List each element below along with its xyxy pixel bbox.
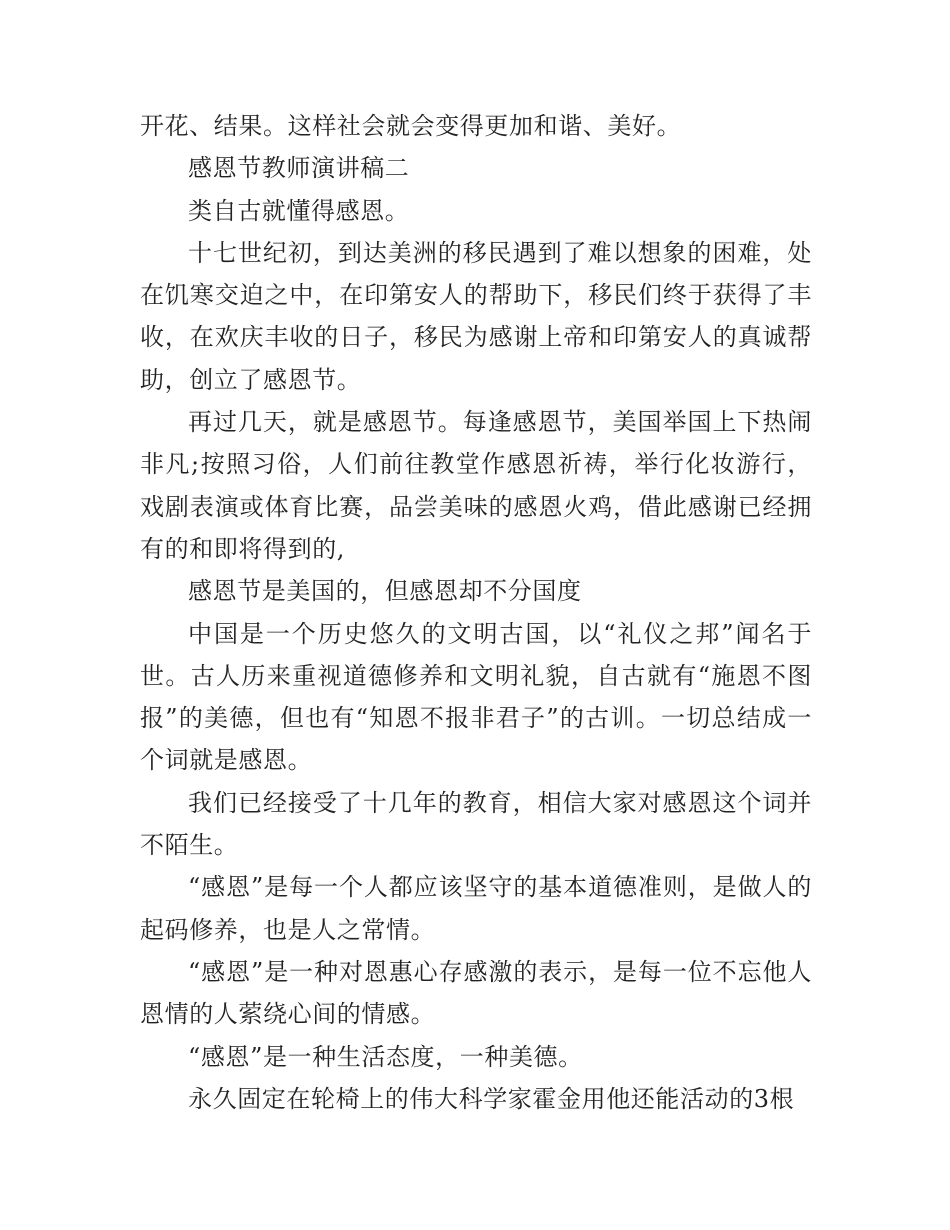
paragraph-2-heading: 感恩节教师演讲稿二 bbox=[188, 154, 410, 183]
paragraph-10: “感恩”是一种对恩惠心存感激的表示，是每一位不忘他人恩情的人萦绕心间的情感。 bbox=[140, 957, 812, 1029]
paragraph-1: 开花、结果。这样社会就会变得更加和谐、美好。 bbox=[140, 112, 682, 140]
paragraph-9: “感恩”是每一个人都应该坚守的基本道德准则，是做人的起码修养，也是人之常情。 bbox=[140, 873, 812, 944]
paragraph-3: 类自古就懂得感恩。 bbox=[188, 196, 410, 225]
paragraph-12: 永久固定在轮椅上的伟大科学家霍金用他还能活动的3根 bbox=[188, 1084, 795, 1113]
paragraph-4: 十七世纪初，到达美洲的移民遇到了难以想象的困难，处在饥寒交迫之中，在印第安人的帮助下，移民们终于获得了丰收，在欢庆丰收的日子，移民为感谢上帝和印第安人的真诚帮助，创立了感恩节。 bbox=[140, 238, 812, 394]
paragraph-5: 再过几天，就是感恩节。每逢感恩节，美国举国上下热闹非凡;按照习俗，人们前往教堂作感恩祈祷，举行化妆游行，戏剧表演或体育比赛，品尝美味的感恩火鸡，借此感谢已经拥有的和即将得到的, bbox=[140, 408, 812, 563]
document-body bbox=[140, 105, 812, 1120]
paragraph-7: 中国是一个历史悠久的文明古国，以“礼仪之邦”闻名于世。古人历来重视道德修养和文明礼貌，自古就有“施恩不图报”的美德，但也有“知恩不报非君子”的古训。一切总结成一个词就是感恩。 bbox=[140, 619, 812, 775]
paragraph-11: “感恩”是一种生活态度，一种美德。 bbox=[188, 1042, 583, 1071]
paragraph-6: 感恩节是美国的，但感恩却不分国度 bbox=[188, 577, 582, 606]
paragraph-8: 我们已经接受了十几年的教育，相信大家对感恩这个词并不陌生。 bbox=[140, 788, 812, 860]
